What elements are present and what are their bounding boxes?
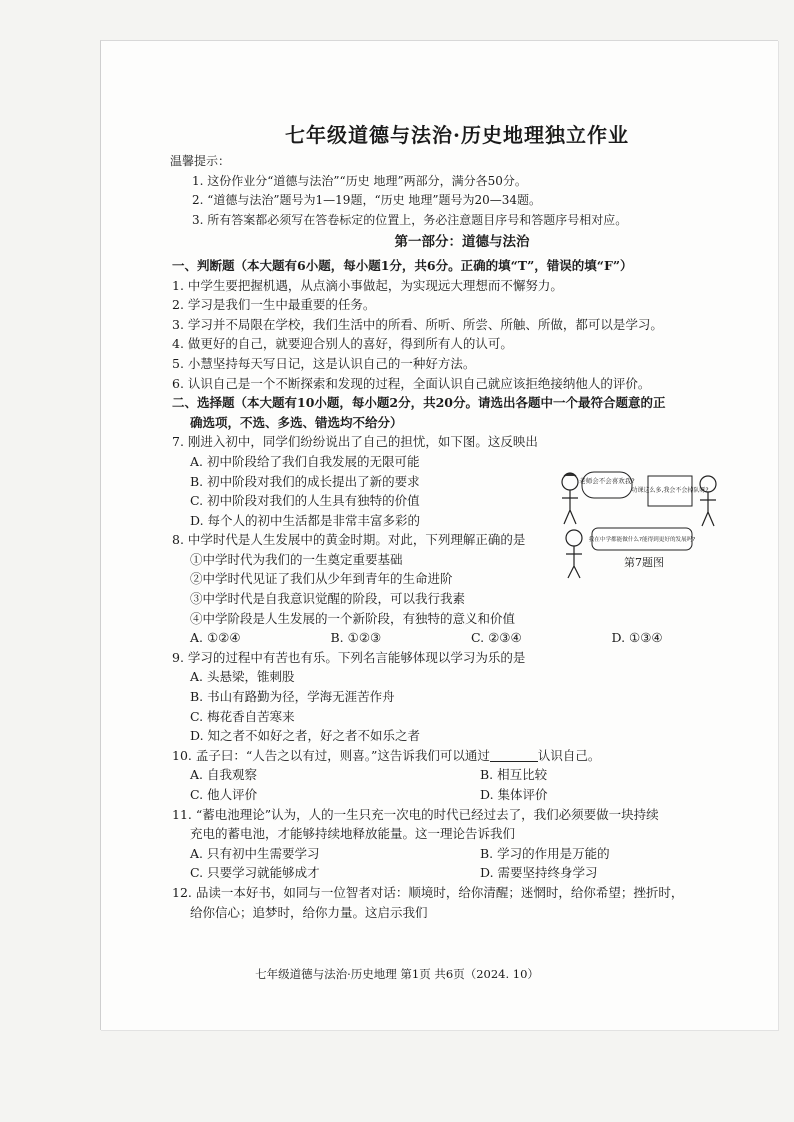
option: C. 他人评价: [190, 787, 258, 802]
section-heading: 一、判断题（本大题有6小题，每小题1分，共6分。正确的填“T”，错误的填“F”）: [172, 257, 633, 273]
option: B. 初中阶段对我们的成长提出了新的要求: [190, 473, 420, 489]
question-stem: 7. 刚进入初中，同学们纷纷说出了自己的担忧，如下图。这反映出: [172, 434, 538, 450]
question-stem-cont: 给你信心；追梦时，给你力量。这启示我们: [190, 904, 428, 920]
option: D. 集体评价: [480, 787, 548, 802]
speech-bubble: [579, 472, 634, 498]
option: B. 相互比较: [480, 767, 548, 783]
statement: ④中学阶段是人生发展的一个新阶段，有独特的意义和价值: [190, 610, 516, 626]
question-item: 1. 中学生要把握机遇，从点滴小事做起，为实现远大理想而不懈努力。: [172, 277, 563, 293]
option: A. 头悬梁，锥刺股: [190, 669, 295, 685]
option-row: [172, 765, 752, 785]
option: C. ②③④: [471, 630, 522, 646]
bubble-text: 功课这么多,我会不会掉队呀?: [631, 487, 709, 494]
option: D. 知之者不如好之者，好之者不如乐之者: [190, 728, 421, 744]
student-thinking-icon: [566, 530, 582, 578]
figure-caption: 第7题图: [624, 556, 664, 569]
option: B. 学习的作用是万能的: [480, 845, 610, 861]
statement: ①中学时代为我们的一生奠定重要基础: [190, 551, 403, 567]
option: B. ①②③: [330, 630, 382, 646]
question-stem: 11. “蓄电池理论”认为，人的一生只充一次电的时代已经过去了，我们必须要做一块持续: [172, 806, 659, 822]
question-stem-cont: 充电的蓄电池，才能够持续地释放能量。这一理论告诉我们: [190, 826, 516, 842]
stem-text: 认识自己。: [537, 747, 601, 763]
option: A. 自我观察: [190, 767, 257, 783]
question-item: 2. 学习是我们一生中最重要的任务。: [172, 297, 376, 313]
question-stem: 8. 中学时代是人生发展中的黄金时期。对此，下列理解正确的是: [172, 532, 526, 548]
option-row: [172, 844, 752, 864]
bubble-text: 我在中学都能做什么?能得到更好的发展吗?: [588, 537, 696, 543]
tip-item: 3. 所有答案都必须写在答卷标定的位置上，务必注意题目序号和答题序号相对应。: [192, 212, 628, 227]
option: D. 每个人的初中生活都是非常丰富多彩的: [190, 512, 421, 528]
option: A. ①②④: [190, 630, 241, 646]
question-item: 5. 小慧坚持每天写日记，这是认识自己的一种好方法。: [172, 355, 476, 371]
page-title: 七年级道德与法治·历史地理独立作业: [285, 123, 629, 147]
statement: ②中学时代见证了我们从少年到青年的生命进阶: [190, 571, 453, 587]
tips-heading: 温馨提示：: [170, 154, 231, 168]
stem-text: 10. 孟子曰：“人告之以有过，则喜。”这告诉我们可以通过: [172, 747, 490, 763]
statement: ③中学时代是自我意识觉醒的阶段，可以我行我素: [190, 591, 466, 607]
tip-item: 1. 这份作业分“道德与法治”“历史 地理”两部分，满分各50分。: [192, 173, 527, 188]
question-item: 6. 认识自己是一个不断探索和发现的过程，全面认识自己就应该拒绝接纳他人的评价。: [172, 375, 651, 391]
option: B. 书山有路勤为径，学海无涯苦作舟: [190, 689, 395, 705]
page-footer: 七年级道德与法治·历史地理 第1页 共6页（2024. 10）: [255, 967, 539, 981]
bubble-text: 老师会不会喜欢我?: [579, 477, 635, 485]
question-stem: 12. 品读一本好书，如同与一位智者对话：顺境时，给你清醒；迷惘时，给你希望；挫折时，: [172, 884, 684, 900]
student-girl-icon: [562, 473, 578, 524]
option: C. 梅花香自苦寒来: [190, 708, 295, 724]
tip-item: 2. “道德与法治”题号为1—19题，“历史 地理”题号为20—34题。: [192, 193, 542, 208]
option: D. 需要坚持终身学习: [480, 865, 598, 881]
question-stem: [172, 746, 752, 766]
option-row: [172, 785, 752, 805]
question-stem: 9. 学习的过程中有苦也有乐。下列名言能够体现以学习为乐的是: [172, 649, 526, 665]
section-heading: 二、选择题（本大题有10小题，每小题2分，共20分。请选出各题中一个最符合题意的正: [172, 395, 666, 411]
question-item: 4. 做更好的自己，就要迎合别人的喜好，得到所有人的认可。: [172, 336, 513, 352]
option: C. 初中阶段对我们的人生具有独特的价值: [190, 493, 420, 509]
part-title: 第一部分：道德与法治: [394, 234, 530, 251]
option: A. 初中阶段给了我们自我发展的无限可能: [190, 453, 420, 469]
speech-bubble: [631, 476, 708, 506]
question-item: 3. 学习并不局限在学校，我们生活中的所看、所听、所尝、所触、所做，都可以是学习。: [172, 316, 663, 332]
speech-bubble: [589, 528, 696, 550]
option: D. ①③④: [611, 630, 663, 646]
option-row: [172, 863, 752, 883]
option: C. 只要学习就能够成才: [190, 865, 320, 881]
option-row: [172, 628, 752, 648]
student-boy-icon: [700, 476, 716, 526]
option: A. 只有初中生需要学习: [190, 845, 320, 861]
section-heading-cont: 确选项，不选、多选、错选均不给分）: [190, 414, 403, 430]
answer-blank: [490, 749, 538, 762]
